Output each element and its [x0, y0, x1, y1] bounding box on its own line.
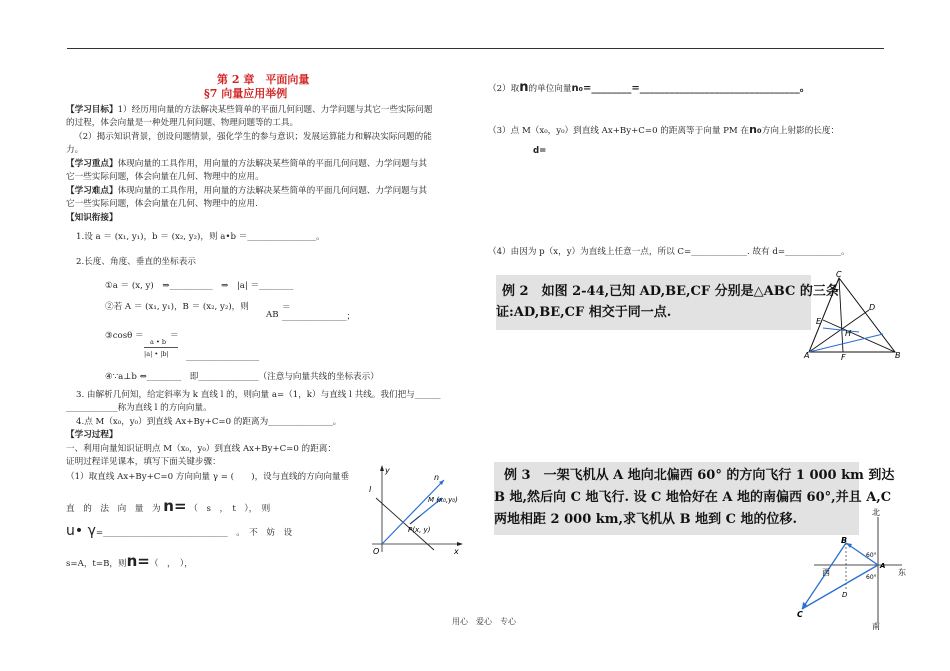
process-5: s=A，t=B，则 — [66, 559, 127, 569]
label-a: A — [804, 351, 810, 360]
label-n: n — [434, 473, 440, 482]
example-3-line-a: 例 3 一架飞机从 A 地向北偏西 60° 的方向飞行 1 000 km 到达 — [504, 468, 895, 483]
right-step-2b: 的单位向量 — [528, 84, 572, 94]
knowledge-2-1: ①a ＝ (x, y) ⇒__________ ⇒ |a| ＝________ — [105, 281, 294, 291]
vector-ac — [802, 565, 878, 609]
knowledge-3a: 3. 由解析几何知，给定斜率为 k 直线 l 的，则向量 a=（1，k）与直线 l 共线。我们把与______ — [76, 390, 441, 400]
label-west: 西 — [822, 568, 830, 577]
link-label: 【知识衔接】 — [66, 213, 118, 223]
process-2: 证明过程详见课本，填写下面关键步骤： — [66, 457, 221, 467]
right-step-3-d: d= — [533, 146, 547, 156]
diff-line-1 — [66, 186, 427, 197]
example-2-line-b: 证:AD,BE,CF 相交于同一点. — [496, 305, 672, 320]
line-l — [376, 498, 434, 550]
process-4a: u• γ — [66, 523, 96, 539]
knowledge-2-2-eq: ＝ — [282, 303, 291, 313]
goal-text-1: 1）经历用向量的方法解决某些简单的平面几何问题、力学问题与其它一些实际问题 — [117, 105, 433, 115]
right-step-2a: （2）取 — [488, 84, 520, 94]
label-l: l — [369, 485, 372, 494]
process-4-line — [66, 523, 292, 539]
right-step-2-n0: n₀=________=________________________________。 — [571, 83, 810, 94]
label-e: E — [816, 317, 822, 326]
altitude-be — [823, 320, 895, 352]
right-step-2-line — [488, 82, 810, 95]
distance-diagram — [364, 462, 464, 558]
section-title: §7 向量应用举例 — [204, 87, 288, 100]
knowledge-2-3: ③cosθ ＝ — [105, 331, 144, 341]
triangle-abc — [809, 278, 895, 352]
knowledge-2-2-ab: AB — [266, 310, 279, 320]
key-line-1 — [66, 159, 427, 170]
perpendicular-mark — [410, 516, 420, 524]
goal-text-2: （2）揭示知识背景，创设问题情景，强化学生的参与意识；发展运算能力和解决实际问题的能 — [74, 132, 432, 142]
normal-vector-n: n= — [163, 497, 187, 515]
label-o: O — [373, 547, 380, 556]
goal-line-1 — [66, 105, 432, 116]
label-y: y — [385, 466, 390, 475]
process-3b-line — [66, 497, 270, 515]
goal-text-2b: 力。 — [66, 145, 84, 155]
goal-label: 【学习目标】 — [66, 105, 118, 115]
knowledge-2-2-blank: _______________； — [282, 312, 356, 322]
knowledge-2-3-eq: ＝ — [170, 331, 179, 341]
label-b: B — [841, 536, 848, 545]
label-m: M (x₀,y₀) — [428, 496, 458, 504]
diff-label: 【学习难点】 — [66, 186, 118, 196]
knowledge-2-3-blank: _________________ — [186, 352, 260, 362]
label-b: B — [895, 351, 901, 360]
normal-vector-n-2: n= — [126, 552, 150, 570]
right-step-2-n: n — [519, 80, 529, 95]
diff-text-b: 它一些实际问题，体会向量在几何、物理中的应用. — [66, 199, 258, 209]
footer-text: 用心 爱心 专心 — [452, 617, 516, 626]
label-north: 北 — [872, 508, 880, 517]
knowledge-2-4: ④∵a⊥b ⇔________ 即______________（注意与向量共线的坐标表示） — [105, 372, 379, 382]
process-4b: =_____________________________ 。 不 妨 设 — [95, 528, 293, 538]
compass-diagram — [792, 505, 912, 630]
altitude-cf — [839, 278, 843, 352]
label-h: H — [845, 329, 852, 338]
label-f: F — [841, 353, 846, 362]
process-label: 【学习过程】 — [66, 430, 118, 440]
label-d: D — [869, 303, 876, 312]
key-label: 【学习重点】 — [66, 159, 118, 169]
knowledge-2-2: ②若 A ＝ (x₁, y₁)，B ＝ (x₂, y₂)，则 — [105, 302, 249, 312]
process-5c: （ ， ）， — [149, 559, 193, 569]
label-a: A — [880, 562, 886, 570]
process-1: 一、利用向量知识证明点 M（x₀，y₀）到直线 Ax+By+C=0 的距离： — [66, 444, 336, 454]
knowledge-2: 2.长度、角度、垂直的坐标表示 — [76, 257, 196, 267]
x-axis-arrow-icon — [457, 542, 463, 546]
example-3-line-b: B 地,然后向 C 地飞行. 设 C 地恰好在 A 地的南偏西 60°,并且 A,C — [494, 490, 892, 505]
angle-60-north: 60° — [866, 552, 877, 559]
angle-60-south: 60° — [866, 574, 877, 581]
example-2-box — [496, 275, 839, 330]
knowledge-2-3-num: a • b — [150, 338, 167, 346]
right-step-3-n0: n₀ — [749, 123, 762, 136]
label-c: C — [836, 270, 842, 279]
label-p: P(x, y) — [408, 526, 431, 534]
example-2-line-a: 例 2 如图 2-44,已知 AD,BE,CF 分别是△ABC 的三条 — [502, 284, 839, 299]
label-x: x — [454, 547, 459, 556]
key-text-a: 体现向量的工具作用，用向量的方法解决某些简单的平面几何问题、力学问题与其 — [117, 159, 427, 169]
knowledge-4: 4.点 M（x₀，y₀）到直线 Ax+By+C=0 的距离为_______________。 — [76, 417, 342, 427]
process-5-line — [66, 552, 193, 570]
right-step-3-line — [488, 124, 839, 137]
knowledge-3b: ____________称为直线 l 的方向向量。 — [66, 403, 212, 413]
vector-eh — [823, 328, 859, 332]
process-3b: 直 的 法 向 量 为 — [66, 504, 161, 514]
key-text-b: 它一些实际问题，体会向量在几何、物理中的应用。 — [66, 172, 264, 182]
knowledge-1: 1.设 a ＝ (x₁, y₁)，b ＝ (x₂, y₂)，则 a•b ＝________________。 — [76, 232, 325, 242]
triangle-diagram — [803, 268, 903, 362]
knowledge-2-3-den: |a| • |b| — [144, 350, 169, 358]
chapter-title: 第 2 章 平面向量 — [217, 73, 310, 86]
y-axis-arrow-icon — [380, 465, 384, 471]
process-3c: （ s ， t ）， 则 — [189, 504, 271, 514]
right-step-3a: （3）点 M（x₀，y₀）到直线 Ax+By+C=0 的距离等于向量 PM 在 — [488, 126, 750, 136]
label-c: C — [797, 610, 803, 619]
example-3-line-c: 两地相距 2 000 km,求飞机从 B 地到 C 地的位移. — [494, 512, 798, 527]
right-step-3b: 方向上射影的长度： — [761, 126, 840, 136]
right-step-4: （4）由因为 p（x，y）为直线上任意一点，所以 C=_____________. 故有 d=_____________。 — [488, 247, 850, 257]
diff-text-a: 体现向量的工具作用，用向量的方法解决某些简单的平面几何问题、力学问题与其 — [117, 186, 427, 196]
label-d: D — [842, 591, 848, 599]
label-east: 东 — [898, 568, 906, 577]
header-rule — [67, 48, 884, 49]
fraction-bar — [144, 347, 178, 348]
goal-text-1b: 的过程，体会向量是一种处理几何问题、物理问题等的工具。 — [66, 118, 299, 128]
label-south: 南 — [872, 622, 880, 630]
process-3a: （1）取直线 Ax+By+C=0 方向向量 γ = ( )，设与直线的方向向量垂 — [66, 472, 350, 482]
